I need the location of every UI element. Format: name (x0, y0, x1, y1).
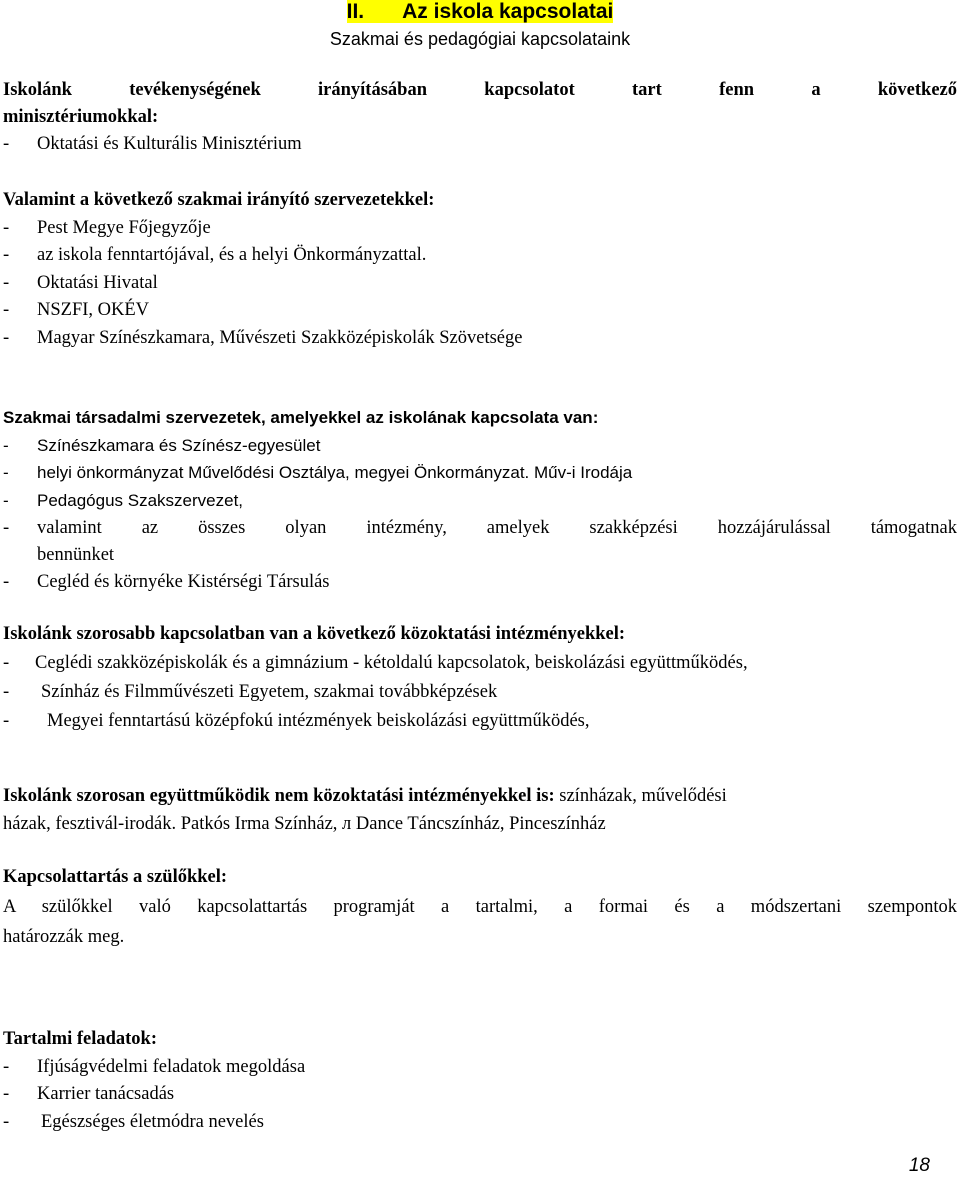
list-item (3, 649, 957, 678)
list-item (3, 1081, 957, 1109)
list-dash: - (3, 572, 10, 592)
non-public-education-line-1 (3, 782, 957, 810)
social-organization-item: Színészkamara és Színész-egyesület (37, 435, 321, 455)
list-dash: - (3, 217, 10, 238)
list-dash: - (3, 300, 10, 320)
chapter-subtitle: Szakmai és pedagógiai kapcsolataink (329, 29, 631, 49)
social-organizations-section (3, 404, 957, 514)
list-item (3, 215, 957, 243)
list-dash: - (3, 490, 9, 510)
social-organization-item: Pedagógus Szakszervezet, (37, 490, 244, 510)
list-item (3, 1109, 957, 1137)
list-item (3, 515, 957, 542)
social-organization-item: helyi önkormányzat Művelődési Osztálya, megyei Önkormányzat. Műv-i Irodája (37, 463, 633, 482)
list-dash: - (3, 682, 10, 702)
professional-body-item: Magyar Színészkamara, Művészeti Szakközépiskolák Szövetsége (37, 327, 523, 348)
list-dash: - (3, 463, 9, 482)
list-dash: - (3, 272, 10, 293)
ministries-section (3, 77, 957, 158)
public-education-item: Megyei fenntartású középfokú intézmények beiskolázási együttműködés, (47, 711, 590, 731)
non-public-education-line-2: házak, fesztivál-irodák. Patkós Irma Színház, л Dance Táncszínház, Pinceszínház (3, 814, 606, 834)
professional-body-item: NSZFI, OKÉV (37, 300, 150, 320)
list-item (3, 459, 957, 487)
content-tasks-heading: Tartalmi feladatok: (3, 1029, 157, 1049)
social-organization-long-item-continuation: bennünket (37, 545, 115, 565)
professional-bodies-heading: Valamint a következő szakmai irányító szervezetekkel: (3, 190, 435, 210)
parents-heading: Kapcsolattartás a szülőkkel: (3, 867, 228, 887)
public-education-item: Ceglédi szakközépiskolák és a gimnázium - kétoldalú kapcsolatok, beiskolázási együttműködés, (35, 653, 748, 673)
public-education-item: Színház és Filmművészeti Egyetem, szakmai továbbképzések (41, 682, 498, 702)
professional-body-item: Oktatási Hivatal (37, 272, 158, 293)
list-dash: - (3, 1111, 10, 1132)
list-item (3, 569, 957, 596)
professional-bodies-section (3, 187, 957, 352)
page-number: 18 (908, 1155, 930, 1176)
parents-line-1: A szülőkkel való kapcsolattartás programját a tartalmi, a formai és a módszertani szempontok (3, 897, 957, 917)
list-item (3, 487, 957, 515)
non-public-education-section (3, 782, 957, 838)
public-education-heading: Iskolánk szorosabb kapcsolatban van a következő közoktatási intézményekkel: (3, 624, 626, 644)
public-education-section (3, 620, 957, 736)
list-dash: - (3, 327, 10, 348)
ministry-item: Oktatási és Kulturális Minisztérium (37, 134, 302, 154)
content-tasks-section (3, 1026, 957, 1136)
chapter-title: Az iskola kapcsolatai (402, 0, 614, 23)
list-dash: - (3, 711, 10, 731)
list-item (3, 270, 957, 298)
social-organizations-heading: Szakmai társadalmi szervezetek, amelyekkel az iskolának kapcsolata van: (3, 408, 599, 427)
content-task-item: Karrier tanácsadás (37, 1084, 175, 1104)
list-dash: - (3, 1084, 10, 1104)
non-public-education-heading: Iskolánk szorosan együttműködik nem közoktatási intézményekkel is: (3, 786, 555, 806)
content-task-item: Egészséges életmódra nevelés (41, 1111, 264, 1132)
professional-body-item: Pest Megye Főjegyzője (37, 217, 211, 238)
list-item (3, 297, 957, 325)
list-item (3, 242, 957, 270)
chapter-number: II. (346, 0, 365, 23)
social-organization-item: Cegléd és környéke Kistérségi Társulás (37, 572, 330, 592)
list-item (3, 432, 957, 460)
social-organization-long-item: valamint az összes olyan intézmény, amelyek szakképzési hozzájárulással támogatnak (37, 518, 957, 538)
parents-line-2: határozzák meg. (3, 927, 125, 947)
ministries-intro-line-1: Iskolánk tevékenységének irányításában kapcsolatot tart fenn a következő (3, 80, 957, 100)
ministries-intro-line-2: minisztériumokkal: (3, 107, 159, 127)
chapter-heading-highlight (347, 0, 614, 23)
list-dash: - (3, 653, 10, 673)
chapter-heading (0, 0, 960, 24)
list-item (3, 678, 957, 707)
list-item (3, 1054, 957, 1082)
non-public-education-line-1-rest: színházak, művelődési (559, 786, 727, 806)
list-dash: - (3, 1056, 10, 1077)
list-item (3, 325, 957, 353)
social-organizations-continued (3, 515, 957, 596)
list-item (3, 707, 957, 736)
list-item (3, 131, 957, 158)
list-dash: - (3, 435, 9, 455)
professional-body-item: az iskola fenntartójával, és a helyi Önkormányzattal. (37, 245, 427, 265)
page-header (0, 0, 960, 50)
content-task-item: Ifjúságvédelmi feladatok megoldása (37, 1056, 306, 1077)
list-dash: - (3, 245, 10, 265)
list-dash: - (3, 134, 10, 154)
list-dash: - (3, 518, 10, 538)
parents-section (3, 862, 957, 952)
